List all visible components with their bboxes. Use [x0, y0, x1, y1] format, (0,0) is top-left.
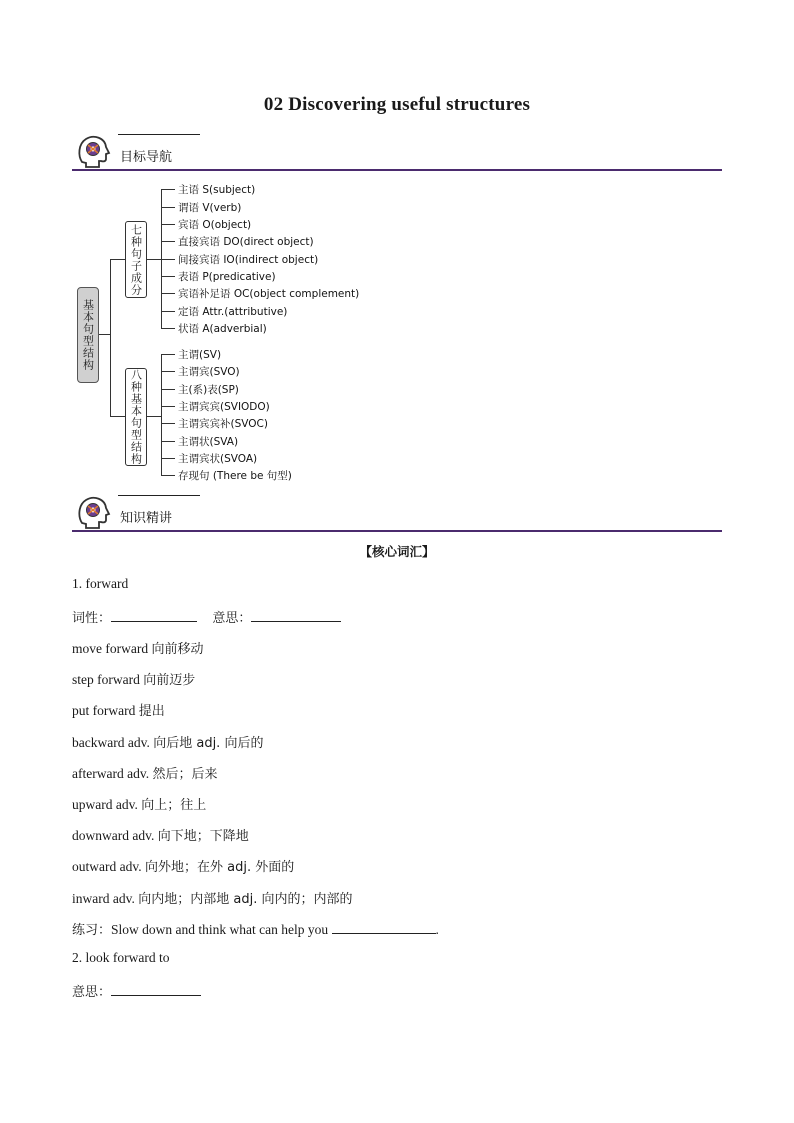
- branch-tick: [161, 259, 175, 260]
- branch-tick: [161, 207, 175, 208]
- core-vocab-heading: 【核心词汇】: [359, 544, 435, 559]
- tree-item: 主谓宾宾(SVIODO): [178, 401, 270, 413]
- phrase-en: inward adv.: [72, 891, 135, 906]
- tree-group1-box: 七种句子成分: [125, 221, 147, 298]
- section-overline: [118, 495, 200, 496]
- phrase-zh: 向上；往上: [141, 798, 207, 813]
- tree-item: 主谓宾(SVO): [178, 366, 240, 378]
- phrase-en: outward adv.: [72, 859, 142, 874]
- phrase-en: put forward: [72, 703, 136, 718]
- head-gear-icon: [74, 493, 112, 531]
- phrase-row: [72, 856, 294, 875]
- tree-item: 谓语 V(verb): [178, 202, 242, 214]
- tree-item: 宾语补足语 OC(object complement): [178, 288, 360, 300]
- tree-item: 间接宾语 IO(indirect object): [178, 254, 319, 266]
- tree-item: 主(系)表(SP): [178, 384, 239, 396]
- practice-row: [72, 919, 439, 938]
- phrase-zh: 向下地；下降地: [157, 829, 249, 844]
- phrase-zh: 向前迈步: [143, 673, 196, 688]
- branch-tick: [161, 241, 175, 242]
- meaning-row: [72, 981, 201, 1000]
- phrase-en: step forward: [72, 672, 140, 687]
- connector-line: [147, 416, 161, 417]
- phrase-en: move forward: [72, 641, 149, 656]
- page-title: 02 Discovering useful structures: [263, 94, 531, 115]
- phrase-row: [72, 669, 195, 688]
- tree-item: 主谓宾宾补(SVOC): [178, 418, 268, 430]
- connector-line: [110, 259, 111, 417]
- tree-item: 主谓宾状(SVOA): [178, 453, 258, 465]
- tree-item: 主谓状(SVA): [178, 436, 239, 448]
- tree-item: 状语 A(adverbial): [178, 323, 267, 335]
- phrase-row: [72, 700, 165, 719]
- pos-blank[interactable]: [111, 609, 197, 622]
- section-label-knowledge: 知识精讲: [120, 511, 173, 526]
- phrase-zh: 向后地 adj. 向后的: [153, 736, 264, 751]
- phrase-en: upward adv.: [72, 797, 138, 812]
- item-heading: 2. look forward to: [72, 950, 170, 965]
- branch-tick: [161, 389, 175, 390]
- phrase-en: afterward adv.: [72, 766, 150, 781]
- phrase-row: [72, 794, 206, 813]
- section-overline: [118, 134, 200, 135]
- branch-tick: [161, 276, 175, 277]
- branch-tick: [161, 423, 175, 424]
- branch-tick: [161, 354, 175, 355]
- phrase-row: [72, 763, 217, 782]
- branch-tick: [161, 311, 175, 312]
- pos-meaning-row: [72, 607, 341, 626]
- branch-tick: [161, 224, 175, 225]
- tree-root-box: 基本句型结构: [77, 287, 99, 383]
- phrase-zh: 提出: [138, 704, 165, 719]
- tree-item: 定语 Attr.(attributive): [178, 306, 288, 318]
- connector-line: [110, 416, 125, 417]
- phrase-zh: 向内地；内部地 adj. 向内的；内部的: [138, 892, 353, 907]
- phrase-row: [72, 732, 263, 751]
- tree-item: 主语 S(subject): [178, 184, 256, 196]
- pos-label: 词性：: [72, 611, 112, 626]
- branch-tick: [161, 441, 175, 442]
- tree-item: 直接宾语 DO(direct object): [178, 236, 314, 248]
- branch-tick: [161, 293, 175, 294]
- phrase-row: [72, 825, 249, 844]
- branch-tick: [161, 406, 175, 407]
- branch-tick: [161, 328, 175, 329]
- phrase-zh: 然后；后来: [152, 767, 218, 782]
- practice-end: .: [435, 922, 439, 937]
- branch-tick: [161, 371, 175, 372]
- connector-line: [110, 259, 125, 260]
- section-divider: [72, 169, 722, 171]
- meaning-label: 意思：: [212, 611, 252, 626]
- meaning-blank[interactable]: [251, 609, 341, 622]
- phrase-en: downward adv.: [72, 828, 155, 843]
- section-label-goal-nav: 目标导航: [120, 150, 173, 165]
- head-gear-icon: [74, 132, 112, 170]
- phrase-zh: 向前移动: [151, 642, 204, 657]
- phrase-row: [72, 888, 352, 907]
- phrase-zh: 向外地；在外 adj. 外面的: [144, 860, 295, 875]
- branch-tick: [161, 189, 175, 190]
- practice-label: 练习：: [72, 923, 112, 938]
- tree-item: 表语 P(predicative): [178, 271, 276, 283]
- item-heading: 1. forward: [72, 576, 129, 591]
- tree-item: 存现句 (There be 句型): [178, 470, 292, 482]
- tree-item: 宾语 O(object): [178, 219, 252, 231]
- practice-blank[interactable]: [332, 921, 436, 934]
- tree-group2-box: 八种基本句型结构: [125, 368, 147, 466]
- branch-tick: [161, 458, 175, 459]
- practice-text: Slow down and think what can help you: [111, 922, 329, 937]
- branch-tick: [161, 475, 175, 476]
- phrase-row: [72, 638, 204, 657]
- meaning-blank[interactable]: [111, 983, 201, 996]
- meaning-label: 意思：: [72, 985, 112, 1000]
- phrase-en: backward adv.: [72, 735, 150, 750]
- tree-item: 主谓(SV): [178, 349, 222, 361]
- connector-line: [147, 259, 161, 260]
- section-divider: [72, 530, 722, 532]
